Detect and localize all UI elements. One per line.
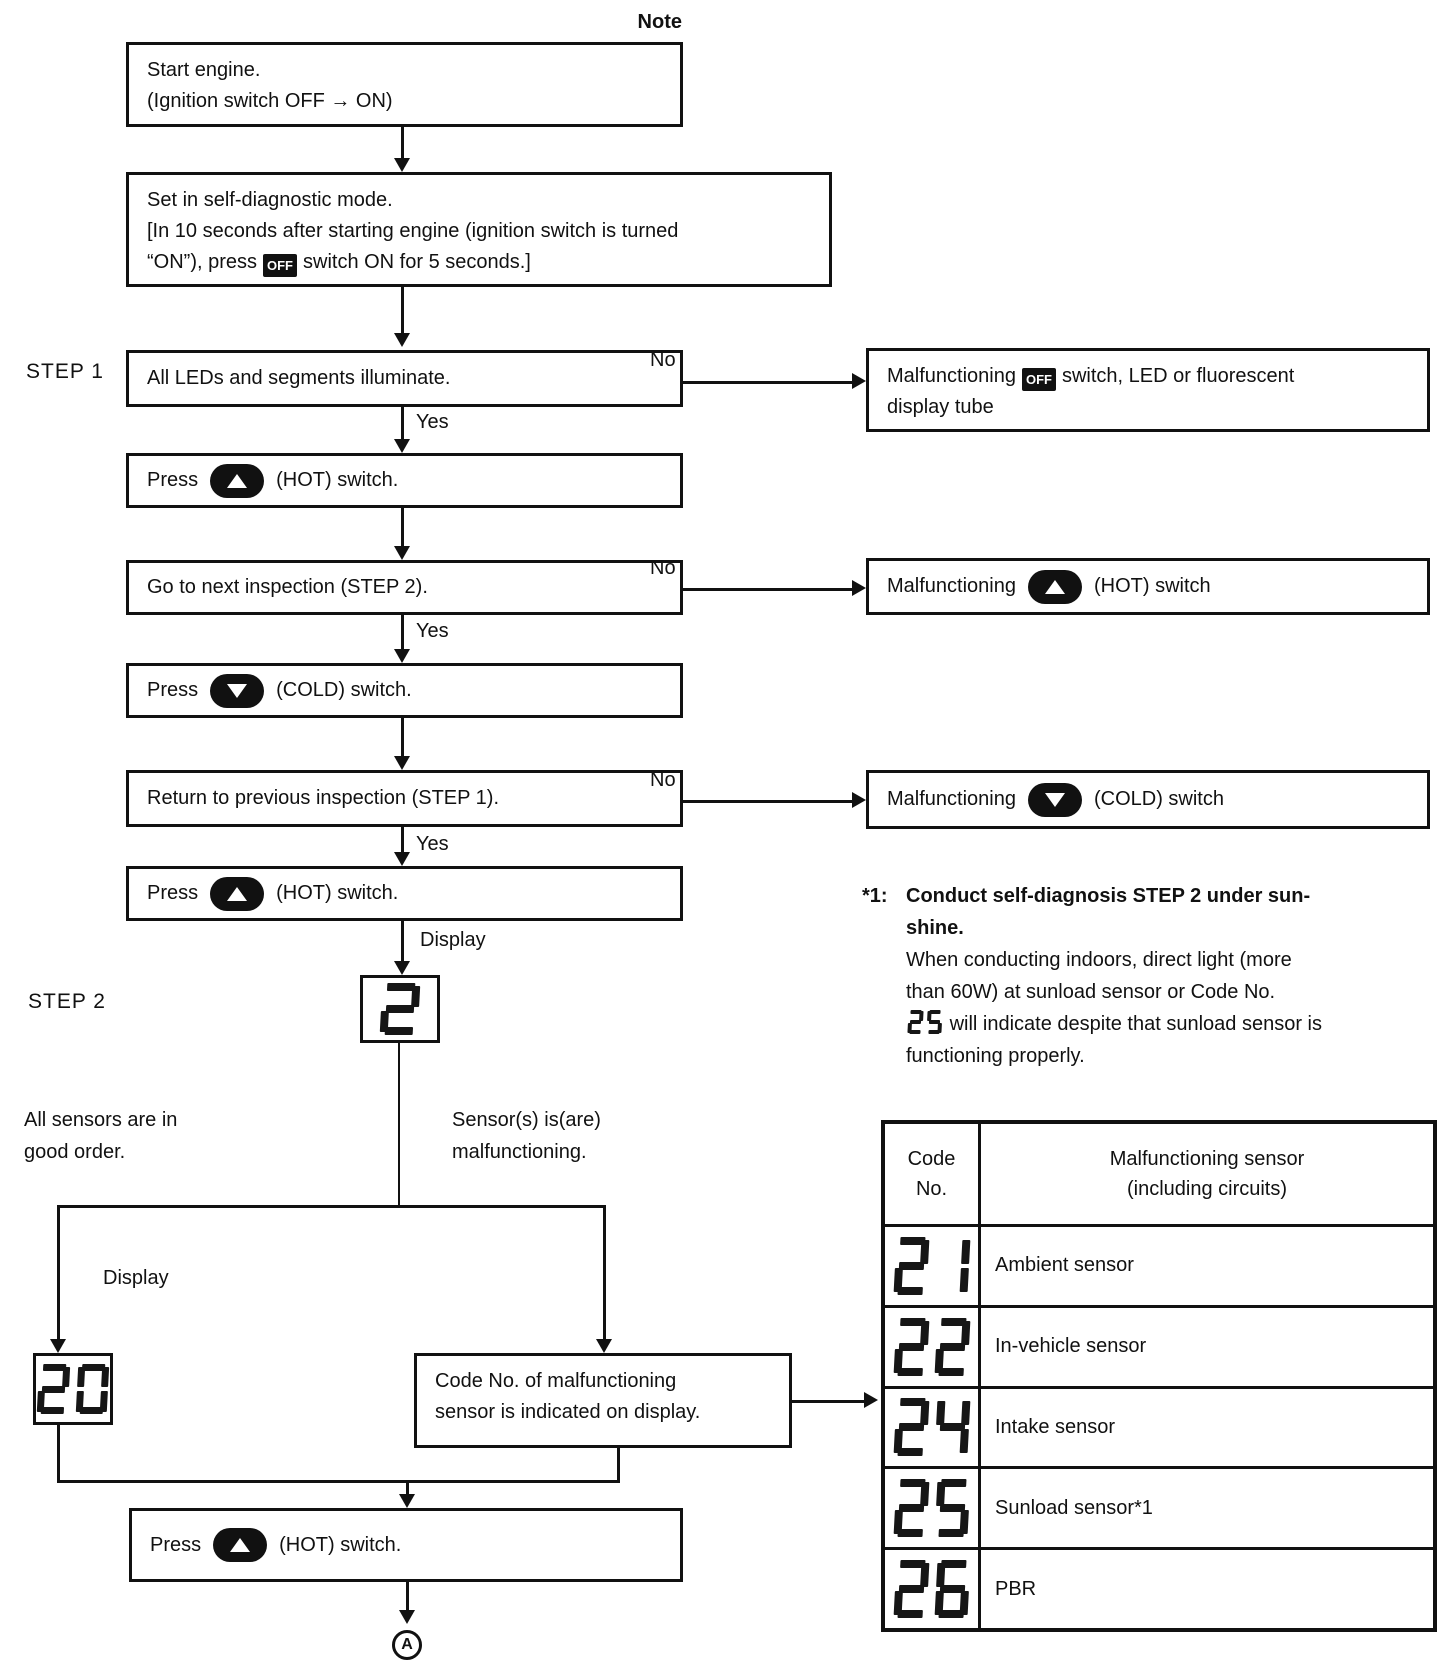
seven-segment-digit <box>893 1560 929 1618</box>
all-good-display <box>33 1353 113 1425</box>
seven-segment-digit <box>934 1237 970 1295</box>
table-header-sensor-line1: Malfunctioning sensor <box>1109 1148 1305 1170</box>
arrow-down-icon <box>394 961 410 975</box>
off-switch-badge-icon: OFF <box>263 254 297 277</box>
table-row-sensor-cell: In-vehicle sensor <box>981 1305 1433 1386</box>
press-cold-box <box>126 663 683 718</box>
press-hot2-after: (HOT) switch. <box>276 882 399 904</box>
yes-label-2: Yes <box>416 620 449 642</box>
table-row-code-cell <box>885 1386 981 1467</box>
connector-line <box>401 407 404 440</box>
seven-segment-digit <box>907 1010 923 1034</box>
press-cold-after: (COLD) switch. <box>276 679 412 701</box>
arrow-down-icon <box>399 1610 415 1624</box>
leds-illuminate-text: All LEDs and segments illuminate. <box>147 367 451 389</box>
table-row-code-cell <box>885 1547 981 1628</box>
step2-display <box>360 975 440 1043</box>
seven-segment-digit <box>934 1398 970 1456</box>
footnote-bold-line1: Conduct self-diagnosis STEP 2 under sun- <box>906 885 1311 907</box>
press-hot3-before: Press <box>150 1533 202 1556</box>
display-label-1: Display <box>420 929 486 951</box>
display-label-2: Display <box>103 1267 169 1289</box>
footnote-line6: functioning properly. <box>906 1045 1085 1067</box>
down-triangle-icon <box>227 684 247 698</box>
up-triangle-icon <box>227 474 247 488</box>
malfunction-code-table <box>881 1120 1437 1632</box>
next-inspection-text: Go to next inspection (STEP 2). <box>147 576 428 598</box>
hot-fail-before: Malfunctioning <box>887 575 1016 597</box>
press-hot-box-2 <box>126 866 683 921</box>
table-header-code-line1: Code <box>907 1148 956 1170</box>
footnote-block <box>862 880 1452 1072</box>
arrow-down-icon <box>50 1339 66 1353</box>
table-row-sensor-cell: Ambient sensor <box>981 1224 1433 1305</box>
hot-fail-box <box>866 558 1430 615</box>
press-hot-box-3 <box>129 1508 683 1582</box>
branch-good-line1: All sensors are in <box>24 1109 178 1131</box>
code-indicated-box <box>414 1353 792 1448</box>
press-hot1-before: Press <box>147 469 199 491</box>
cold-switch-icon <box>1028 783 1082 817</box>
seven-segment-digit <box>926 1010 942 1034</box>
press-hot1-after: (HOT) switch. <box>276 469 399 491</box>
leds-illuminate-box <box>126 350 683 407</box>
start-engine-line1: Start engine. <box>147 59 261 81</box>
hot-fail-after: (HOT) switch <box>1093 575 1211 597</box>
connector-line <box>57 1480 620 1483</box>
footnote-line4: than 60W) at sunload sensor or Code No. <box>906 981 1276 1003</box>
connector-line <box>401 921 404 962</box>
hot-switch-icon <box>1028 570 1082 604</box>
step1-label: STEP 1 <box>26 360 104 383</box>
start-engine-box <box>126 42 683 127</box>
arrow-down-icon <box>394 546 410 560</box>
connector-line <box>57 1205 606 1208</box>
table-header-code-line2: No. <box>915 1178 948 1200</box>
up-triangle-icon <box>1045 580 1065 594</box>
selfdiag-line3-before: “ON”), press <box>147 251 257 273</box>
off-fail-after: switch, LED or fluorescent <box>1061 365 1295 387</box>
table-row-sensor-cell: Sunload sensor*1 <box>981 1466 1433 1547</box>
table-header-code <box>885 1124 981 1224</box>
press-hot-box-1 <box>126 453 683 508</box>
return-inspection-text: Return to previous inspection (STEP 1). <box>147 787 500 809</box>
connector-line <box>401 508 404 546</box>
cold-switch-icon <box>210 674 264 708</box>
table-row-code-cell <box>885 1224 981 1305</box>
selfdiag-line2: [In 10 seconds after starting engine (ignition switch is turned <box>147 220 679 242</box>
note-label: Note <box>637 11 682 33</box>
cold-fail-before: Malfunctioning <box>887 788 1016 810</box>
seven-segment-digit <box>934 1560 970 1618</box>
arrow-right-icon <box>852 580 866 596</box>
connector-line <box>398 1043 400 1207</box>
press-hot2-before: Press <box>147 882 199 904</box>
branch-good-line2: good order. <box>24 1141 126 1163</box>
hot-switch-icon <box>213 1528 267 1562</box>
no-label-1: No <box>650 349 676 371</box>
footnote-marker: *1: <box>862 885 888 907</box>
off-fail-line1 <box>887 361 1409 392</box>
table-header-sensor <box>981 1124 1433 1224</box>
connector-line <box>401 287 404 333</box>
arrow-right-icon <box>864 1392 878 1408</box>
seven-segment-digit <box>893 1479 929 1537</box>
arrow-down-icon <box>394 333 410 347</box>
connector-line <box>792 1400 864 1403</box>
step2-label: STEP 2 <box>28 990 106 1013</box>
footnote-line3: When conducting indoors, direct light (more <box>906 949 1292 971</box>
table-row-code-cell <box>885 1305 981 1386</box>
arrow-down-icon <box>399 1494 415 1508</box>
table-row-sensor-cell: Intake sensor <box>981 1386 1433 1467</box>
table-row-sensor-cell: PBR <box>981 1547 1433 1628</box>
hot-switch-icon <box>210 877 264 911</box>
up-triangle-icon <box>227 887 247 901</box>
connector-line <box>683 800 852 803</box>
arrow-down-icon <box>394 756 410 770</box>
arrow-down-icon <box>394 852 410 866</box>
connector-line <box>683 588 852 591</box>
selfdiag-line1: Set in self-diagnostic mode. <box>147 189 393 211</box>
seven-segment-digit <box>76 1364 110 1414</box>
cold-fail-after: (COLD) switch <box>1093 788 1224 810</box>
seven-segment-digit <box>893 1318 929 1376</box>
off-fail-before: Malfunctioning <box>887 365 1016 387</box>
seven-segment-digit <box>934 1479 970 1537</box>
code-box-line1: Code No. of malfunctioning <box>435 1370 677 1392</box>
arrow-right-icon <box>852 792 866 808</box>
connector-line <box>57 1425 60 1483</box>
press-hot3-after: (HOT) switch. <box>279 1533 402 1556</box>
branch-good-label <box>24 1104 177 1168</box>
press-cold-before: Press <box>147 679 199 701</box>
table-header-sensor-line2: (including circuits) <box>1126 1178 1288 1200</box>
seven-segment-digit <box>893 1398 929 1456</box>
footnote-line5-rest: will indicate despite that sunload sensor is <box>949 1013 1322 1035</box>
yes-label-1: Yes <box>416 411 449 433</box>
self-diagnostic-box <box>126 172 832 287</box>
connector-a-badge: A <box>392 1630 422 1660</box>
return-inspection-box <box>126 770 683 827</box>
connector-line <box>683 381 852 384</box>
connector-line <box>57 1205 60 1341</box>
footnote-code-display <box>906 1013 944 1035</box>
branch-bad-label <box>452 1104 601 1168</box>
footnote-bold-line2: shine. <box>906 917 964 939</box>
connector-line <box>406 1582 409 1612</box>
off-fail-line2: display tube <box>887 396 994 418</box>
selfdiag-line3 <box>147 247 811 278</box>
footnote-line5 <box>906 1008 1452 1040</box>
seven-segment-digit <box>934 1318 970 1376</box>
table-row-code-cell <box>885 1466 981 1547</box>
no-label-2: No <box>650 557 676 579</box>
seven-segment-digit <box>893 1237 929 1295</box>
no-label-3: No <box>650 769 676 791</box>
code-box-line2: sensor is indicated on display. <box>435 1401 701 1423</box>
up-triangle-icon <box>230 1538 250 1552</box>
connector-line <box>401 827 404 852</box>
down-triangle-icon <box>1045 793 1065 807</box>
connector-line <box>401 718 404 756</box>
hot-switch-icon <box>210 464 264 498</box>
next-inspection-box <box>126 560 683 615</box>
selfdiag-line3-after: switch ON for 5 seconds.] <box>303 251 531 273</box>
off-fail-box <box>866 348 1430 432</box>
arrow-right-icon <box>852 373 866 389</box>
connector-line <box>401 615 404 649</box>
start-engine-line2: (Ignition switch OFF → ON) <box>147 90 393 112</box>
seven-segment-digit <box>37 1364 71 1414</box>
connector-line <box>401 127 404 160</box>
arrow-down-icon <box>394 649 410 663</box>
arrow-down-icon <box>596 1339 612 1353</box>
yes-label-3: Yes <box>416 833 449 855</box>
off-switch-badge-icon: OFF <box>1022 368 1056 391</box>
arrow-down-icon <box>394 439 410 453</box>
cold-fail-box <box>866 770 1430 829</box>
branch-bad-line2: malfunctioning. <box>452 1141 587 1163</box>
connector-line <box>603 1205 606 1341</box>
branch-bad-line1: Sensor(s) is(are) <box>452 1109 601 1131</box>
connector-line <box>617 1448 620 1483</box>
arrow-down-icon <box>394 158 410 172</box>
seven-segment-digit <box>380 983 421 1035</box>
